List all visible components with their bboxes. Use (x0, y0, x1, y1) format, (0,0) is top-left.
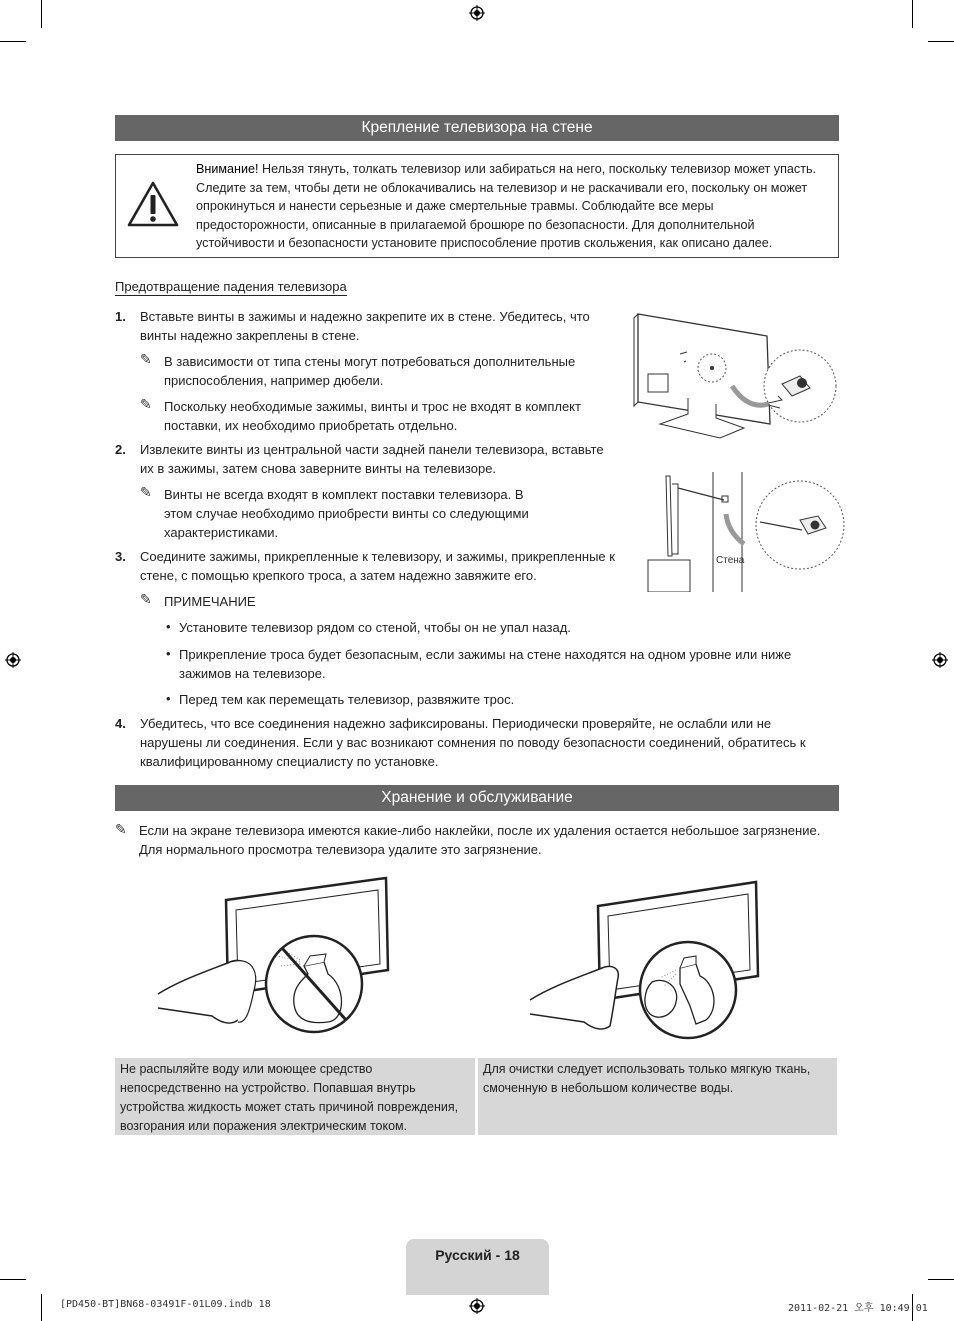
step-number: 1. (115, 309, 126, 324)
bullet-icon: • (166, 619, 171, 634)
tv-side-wall-illustration (640, 470, 845, 592)
note-pen-icon: ✎ (140, 396, 152, 412)
page-number-tab: Русский - 18 (406, 1239, 549, 1295)
crop-mark (928, 1279, 954, 1280)
section-title-storage: Хранение и обслуживание (115, 785, 839, 811)
warning-label: Внимание! (196, 162, 259, 176)
step-text: Убедитесь, что все соединения надежно зафиксированы. Периодически проверяйте, не ослабли или не нарушены ли соединения. Если у вас возникают сомнения по поводу безопасности соединений, обратитесь к квалифицированному специалисту по установке. (140, 716, 806, 769)
crop-mark (0, 41, 26, 42)
note-pen-icon: ✎ (140, 351, 152, 367)
step-text: Извлеките винты из центральной части задней панели телевизора, вставьте их в зажимы, затем снова заверните винты на телевизоре. (140, 442, 604, 476)
wall-label: Стена (716, 555, 745, 566)
warning-triangle-icon (126, 180, 180, 228)
crop-mark (928, 41, 954, 42)
crop-mark (0, 1279, 26, 1280)
footer-file-name: [PD450-BT]BN68-03491F-01L09.indb 18 (60, 1299, 271, 1310)
warning-body: Нельзя тянуть, толкать телевизор или забираться на него, поскольку телевизор может упасть. Следите за тем, чтобы дети не облокачивались на телевизор и не раскачивали его, поскольку он может опрокинуться и нанести серьезные и даже смертельные травмы. Соблюдайте все меры предосторожности, описанные в прилагаемой брошюре по безопасности. Для дополнительной устойчивости и безопасности установите приспособление против скольжения, как описано далее. (196, 162, 817, 251)
crop-mark (41, 1294, 42, 1321)
note-pen-icon: ✎ (115, 821, 127, 837)
note-pen-icon: ✎ (140, 591, 152, 607)
subheading-text: Предотвращение падения телевизора (115, 279, 347, 294)
tv-back-clip-illustration (632, 306, 842, 446)
bullet-text: Установите телевизор рядом со стеной, чтобы он не упал назад. (179, 620, 571, 635)
note-heading: ПРИМЕЧАНИЕ (164, 594, 256, 609)
registration-mark-icon (932, 652, 948, 668)
caption-spray-warning: Не распыляйте воду или моющее средство непосредственно на устройство. Попавшая внутрь устройства жидкость может стать причиной повреждения, возгорания или поражения электрическим током. (115, 1058, 475, 1135)
note-pen-icon: ✎ (140, 484, 152, 500)
note-text: Если на экране телевизора имеются какие-либо наклейки, после их удаления остается небольшое загрязнение. Для нормального просмотра телевизора удалите это загрязнение. (139, 823, 821, 857)
step-text: Соедините зажимы, прикрепленные к телевизору, и зажимы, прикрепленные к стене, с помощью крепкого троса, а затем надежно завяжите его. (140, 549, 615, 583)
step-text: Вставьте винты в зажимы и надежно закрепите их в стене. Убедитесь, что винты надежно закреплены в стене. (140, 309, 590, 343)
registration-mark-icon (469, 1298, 485, 1314)
crop-mark (41, 0, 42, 28)
step-number: 3. (115, 549, 126, 564)
cleaning-soft-cloth-illustration (520, 878, 770, 1048)
step-number: 2. (115, 442, 126, 457)
caption-cleaning-instruction: Для очистки следует использовать только мягкую ткань, смоченную в небольшом количестве воды. (478, 1058, 837, 1135)
registration-mark-icon (469, 5, 485, 21)
crop-mark (912, 0, 913, 28)
bullet-icon: • (166, 646, 171, 661)
warning-text (196, 160, 826, 253)
note-text: В зависимости от типа стены могут потребоваться дополнительные приспособления, например дюбели. (164, 354, 576, 388)
subheading (115, 279, 347, 294)
cleaning-spray-prohibited-illustration (150, 870, 400, 1040)
bullet-text: Перед тем как перемещать телевизор, развяжите трос. (179, 692, 515, 707)
bullet-icon: • (166, 691, 171, 706)
step-number: 4. (115, 716, 126, 731)
footer-date: 2011-02-21 오후 10:49:01 (788, 1303, 928, 1314)
note-text: Поскольку необходимые зажимы, винты и трос не входят в комплект поставки, их необходимо приобретать отдельно. (164, 399, 581, 433)
section-title-wall-mount: Крепление телевизора на стене (115, 115, 839, 141)
bullet-text: Прикрепление троса будет безопасным, если зажимы на стене находятся на одном уровне или ниже зажимов на телевизоре. (179, 647, 792, 681)
registration-mark-icon (5, 652, 21, 668)
note-text: Винты не всегда входят в комплект поставки телевизора. В этом случае необходимо приобрести винты со следующими характеристиками. (164, 487, 529, 540)
